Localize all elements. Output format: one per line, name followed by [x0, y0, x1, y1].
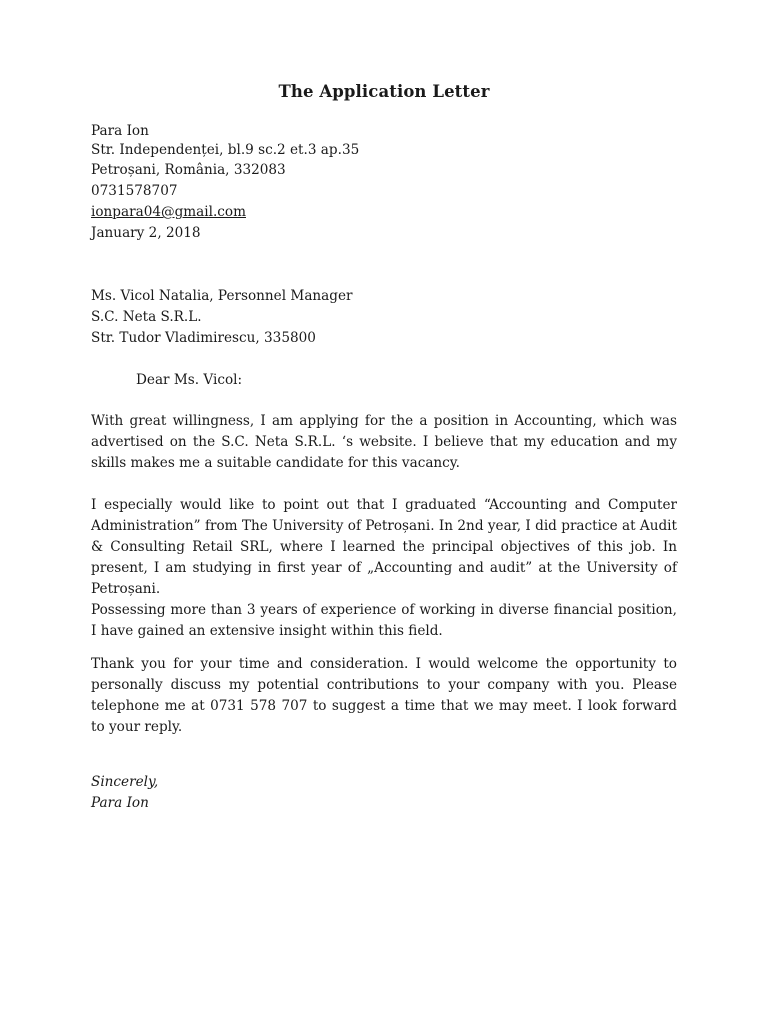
sender-phone: 0731578707	[91, 183, 178, 199]
recipient-address: Str. Tudor Vladimirescu, 335800	[91, 330, 316, 346]
body-paragraph-4: Thank you for your time and consideration. I would welcome the opportunity to personally discuss my potential contributions to your company with you. Please telephone me at 0731 578 707 to suggest a time that we may meet. I look forward to your reply.	[91, 656, 677, 735]
recipient-company: S.C. Neta S.R.L.	[91, 309, 202, 325]
salutation: Dear Ms. Vicol:	[136, 372, 243, 388]
letter-title: The Application Letter	[278, 82, 490, 101]
closing: Sincerely,	[91, 774, 159, 790]
letter-date: January 2, 2018	[91, 225, 201, 241]
recipient-name: Ms. Vicol Natalia, Personnel Manager	[91, 288, 353, 304]
signature: Para Ion	[91, 795, 149, 811]
body-paragraph-3: Possessing more than 3 years of experience of working in diverse financial position, I have gained an extensive insight within this field.	[91, 602, 677, 639]
sender-email-link[interactable]: ionpara04@gmail.com	[91, 204, 246, 220]
sender-city: Petroșani, România, 332083	[91, 162, 286, 178]
body-paragraph-1: With great willingness, I am applying for the a position in Accounting, which was advertised on the S.C. Neta S.R.L. ‘s website. I believe that my education and my skills makes me a suitable candidate for this vacancy.	[91, 413, 677, 471]
sender-name: Para Ion	[91, 123, 149, 139]
body-paragraph-2: I especially would like to point out that I graduated “Accounting and Computer Administration” from The University of Petroșani. In 2nd year, I did practice at Audit & Consulting Retail SRL, where I learned the principal objectives of this job. In present, I am studying in first year of „Accounting and audit” at the University of Petroșani.	[91, 497, 677, 597]
sender-street: Str. Independenței, bl.9 sc.2 et.3 ap.35	[91, 142, 360, 158]
